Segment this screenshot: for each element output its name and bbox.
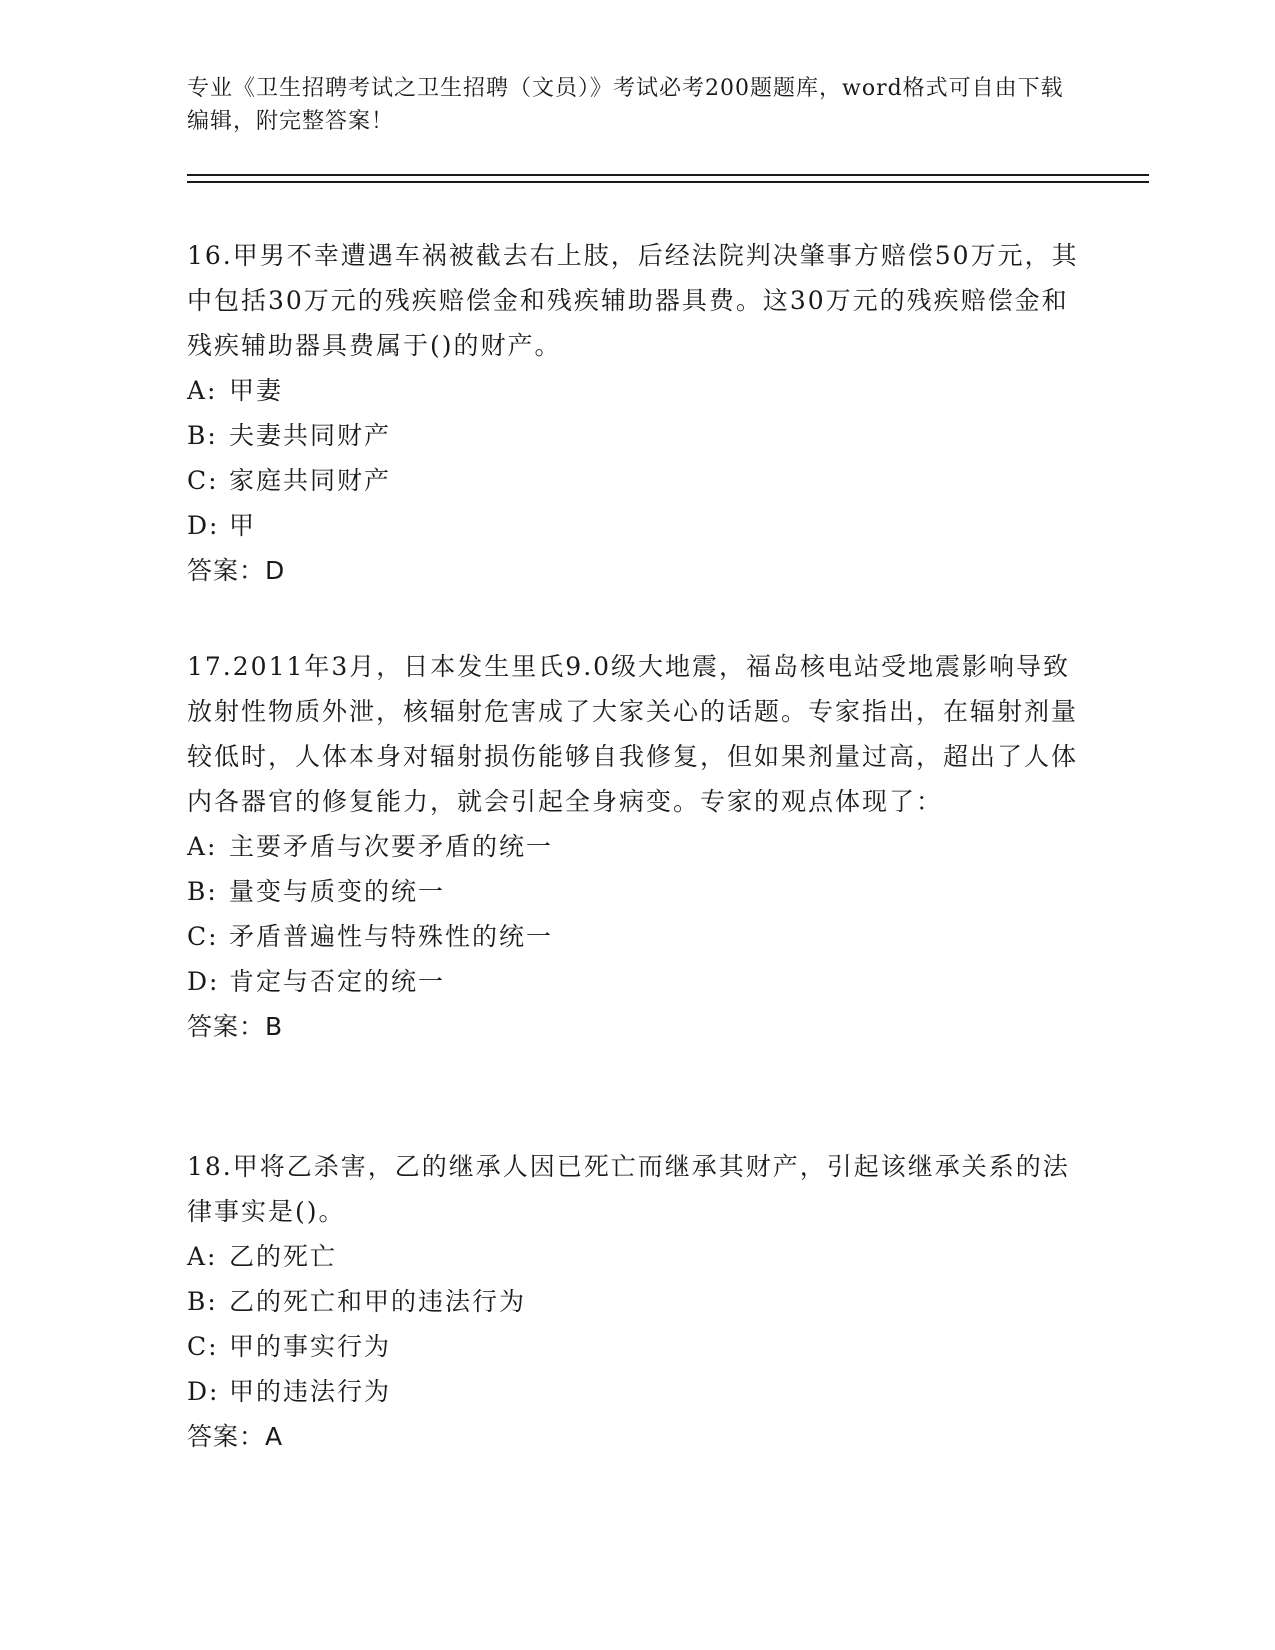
option-text: 主要矛盾与次要矛盾的统一	[229, 832, 554, 861]
option-text: 夫妻共同财产	[229, 421, 392, 450]
option-text: 甲的违法行为	[229, 1377, 392, 1406]
option-letter: C:	[187, 922, 219, 951]
answer-line: 答案：D	[187, 556, 286, 585]
option-d	[187, 503, 1087, 548]
option-a	[187, 368, 1087, 413]
option-d	[187, 959, 1087, 1004]
option-a	[187, 824, 1087, 869]
option-letter: B:	[187, 421, 218, 450]
option-text: 甲	[229, 511, 257, 540]
document-intro: 专业《卫生招聘考试之卫生招聘（文员）》考试必考200题题库，word格式可自由下载编辑，附完整答案！	[187, 76, 1064, 134]
option-text: 甲妻	[229, 376, 284, 405]
option-a	[187, 1234, 1087, 1279]
option-letter: C:	[187, 1332, 219, 1361]
option-d	[187, 1369, 1087, 1414]
option-letter: C:	[187, 466, 219, 495]
answer-line: 答案：A	[187, 1422, 284, 1451]
question-17	[187, 644, 1087, 1049]
option-letter: D:	[187, 967, 220, 996]
option-text: 乙的死亡	[229, 1242, 338, 1271]
option-text: 家庭共同财产	[229, 466, 392, 495]
question-16	[187, 233, 1087, 593]
option-letter: A:	[187, 832, 218, 861]
option-c	[187, 914, 1087, 959]
answer-line: 答案：B	[187, 1012, 284, 1041]
option-text: 甲的事实行为	[229, 1332, 392, 1361]
option-text: 矛盾普遍性与特殊性的统一	[229, 922, 554, 951]
option-letter: D:	[187, 511, 220, 540]
option-b	[187, 869, 1087, 914]
option-text: 肯定与否定的统一	[229, 967, 446, 996]
header-rule-top	[187, 174, 1149, 176]
option-b	[187, 413, 1087, 458]
option-b	[187, 1279, 1087, 1324]
option-letter: B:	[187, 877, 218, 906]
header-rule-bottom	[187, 181, 1149, 183]
question-18	[187, 1144, 1087, 1459]
question-stem: 18.甲将乙杀害，乙的继承人因已死亡而继承其财产，引起该继承关系的法律事实是()。	[187, 1152, 1070, 1226]
option-text: 量变与质变的统一	[229, 877, 446, 906]
option-letter: B:	[187, 1287, 218, 1316]
option-letter: A:	[187, 376, 218, 405]
option-letter: A:	[187, 1242, 218, 1271]
option-c	[187, 1324, 1087, 1369]
option-letter: D:	[187, 1377, 220, 1406]
option-text: 乙的死亡和甲的违法行为	[229, 1287, 527, 1316]
question-stem: 16.甲男不幸遭遇车祸被截去右上肢，后经法院判决肇事方赔偿50万元，其中包括30万元的残疾赔偿金和残疾辅助器具费。这30万元的残疾赔偿金和残疾辅助器具费属于()的财产。	[187, 241, 1079, 360]
option-c	[187, 458, 1087, 503]
question-stem: 17.2011年3月，日本发生里氏9.0级大地震，福岛核电站受地震影响导致放射性物质外泄，核辐射危害成了大家关心的话题。专家指出，在辐射剂量较低时，人体本身对辐射损伤能够自我修复，但如果剂量过高，超出了人体内各器官的修复能力，就会引起全身病变。专家的观点体现了：	[187, 652, 1079, 816]
